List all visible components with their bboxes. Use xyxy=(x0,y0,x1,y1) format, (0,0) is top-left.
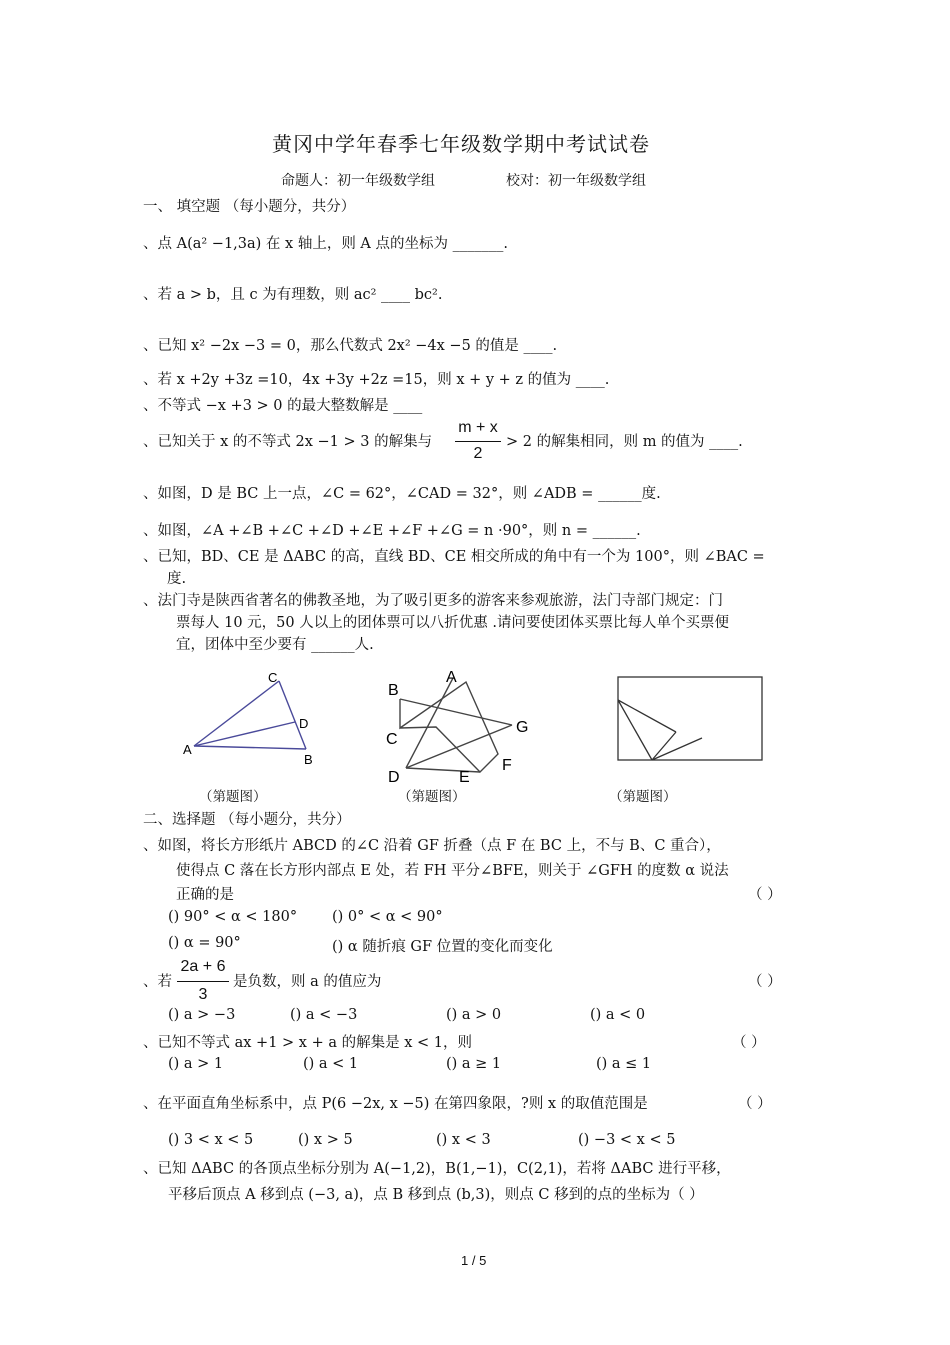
fig2-label-g: G xyxy=(516,719,529,736)
choice-q2-text: 是负数，则 a 的值应为 xyxy=(233,974,382,990)
choice-q1-line3: 正确的是 xyxy=(176,887,234,903)
fraction-bar xyxy=(455,441,501,442)
fill-q5: 、不等式 −x +3 > 0 的最大整数解是 ____ xyxy=(143,398,423,414)
choice-q3-option-a: () a > 1 xyxy=(168,1056,224,1072)
choice-q2-option-b: () a < −3 xyxy=(290,1007,358,1023)
choice-q4-text: 、在平面直角坐标系中，点 P(6 −2x, x −5) 在第四象限，?则 x 的取值范围是 xyxy=(143,1096,648,1112)
fill-q9-line2: 度. xyxy=(167,571,187,587)
section1-heading: 一、 填空题 （每小题分，共分） xyxy=(143,199,356,215)
choice-q4-option-d: () −3 < x < 5 xyxy=(578,1132,676,1148)
choice-q3-option-d: () a ≤ 1 xyxy=(596,1056,652,1072)
fig2-label-f: F xyxy=(502,757,512,774)
choice-q2-frac-den: 3 xyxy=(198,986,208,1003)
figure-folded-rectangle xyxy=(612,672,772,766)
choice-q1-line2: 使得点 C 落在长方形内部点 E 处，若 FH 平分∠BFE，则关于 ∠GFH 的度数 α 说法 xyxy=(176,863,729,879)
fill-q1: 、点 A(a² −1,3a) 在 x 轴上，则 A 点的坐标为 _______. xyxy=(143,236,508,252)
figure3-caption: （第题图） xyxy=(609,789,677,805)
choice-q2-option-c: () a > 0 xyxy=(446,1007,502,1023)
choice-q1-answer-paren: （ ） xyxy=(748,887,782,903)
figure2-caption: （第题图） xyxy=(398,789,466,805)
page-title: 黄冈中学年春季七年级数学期中考试试卷 xyxy=(272,132,650,156)
fig2-label-d: D xyxy=(388,769,400,786)
fill-q4: 、若 x +2y +3z =10，4x +3y +2z =15，则 x + y + z 的值为 ____. xyxy=(143,372,610,388)
choice-q5-line1: 、已知 ΔABC 的各顶点坐标分别为 A(−1,2)，B(1,−1)，C(2,1)，若将 ΔABC 进行平移， xyxy=(143,1161,731,1177)
figure-star-heptagon xyxy=(380,664,540,788)
fig2-label-e: E xyxy=(459,769,470,786)
fill-q6-part2: > 2 的解集相同，则 m 的值为 ____. xyxy=(506,434,743,450)
choice-q4-option-a: () 3 < x < 5 xyxy=(168,1132,254,1148)
fill-q10-line1: 、法门寺是陕西省著名的佛教圣地，为了吸引更多的游客来参观旅游，法门寺部门规定：门 xyxy=(143,593,723,609)
fill-q6-frac-num: m + x xyxy=(458,419,498,436)
figure-triangle-adb xyxy=(178,668,328,778)
choice-q4-option-b: () x > 5 xyxy=(298,1132,353,1148)
fig1-label-a: A xyxy=(183,742,192,757)
choice-q2-option-a: () a > −3 xyxy=(168,1007,236,1023)
fig2-label-b: B xyxy=(388,682,399,699)
choice-q2-answer-paren: （ ） xyxy=(748,974,782,990)
page-number: 1 / 5 xyxy=(461,1253,487,1268)
choice-q5-line2: 平移后顶点 A 移到点 (−3, a)，点 B 移到点 (b,3)，则点 C 移到的点的坐标为（ ） xyxy=(168,1187,704,1203)
choice-q1-option-a: () 90° < α < 180° xyxy=(168,909,298,925)
choice-q3-option-c: () a ≥ 1 xyxy=(446,1056,502,1072)
choice-q2-prefix: 、若 xyxy=(143,974,172,990)
fill-q8: 、如图，∠A +∠B +∠C +∠D +∠E +∠F +∠G = n ·90°，则 n = ______. xyxy=(143,523,641,539)
choice-q3-answer-paren: （ ） xyxy=(732,1035,766,1051)
fig1-label-b: B xyxy=(304,752,313,767)
author-line: 命题人：初一年级数学组 xyxy=(281,173,435,189)
section2-heading: 二、选择题 （每小题分，共分） xyxy=(143,812,351,828)
choice-q4-option-c: () x < 3 xyxy=(436,1132,491,1148)
choice-q2-option-d: () a < 0 xyxy=(590,1007,646,1023)
fig2-label-c: C xyxy=(386,731,398,748)
fill-q6-part1: 、已知关于 x 的不等式 2x −1 > 3 的解集与 xyxy=(143,434,433,450)
fill-q6-frac-den: 2 xyxy=(473,445,483,462)
fill-q3: 、已知 x² −2x −3 = 0，那么代数式 2x² −4x −5 的值是 ____. xyxy=(143,338,558,354)
choice-q1-option-b: () 0° < α < 90° xyxy=(332,909,443,925)
choice-q3-option-b: () a < 1 xyxy=(303,1056,359,1072)
choice-q1-option-d: () α 随折痕 GF 位置的变化而变化 xyxy=(332,939,553,955)
fill-q10-line2: 票每人 10 元，50 人以上的团体票可以八折优惠 .请问要使团体买票比每人单个买票便 xyxy=(176,615,729,631)
fill-q2: 、若 a > b，且 c 为有理数，则 ac² ____ bc². xyxy=(143,287,443,303)
choice-q1-line1: 、如图，将长方形纸片 ABCD 的∠C 沿着 GF 折叠（点 F 在 BC 上，不与 B、C 重合）， xyxy=(143,838,721,854)
fig2-label-a: A xyxy=(446,669,457,686)
checker-line: 校对：初一年级数学组 xyxy=(506,173,646,189)
choice-q3-text: 、已知不等式 ax +1 > x + a 的解集是 x < 1，则 xyxy=(143,1035,472,1051)
fill-q10-line3: 宜，团体中至少要有 ______人. xyxy=(176,637,374,653)
figure1-caption: （第题图） xyxy=(199,789,267,805)
choice-q1-option-c: () α = 90° xyxy=(168,935,241,951)
fig1-label-d: D xyxy=(299,716,309,731)
fill-q9-line1: 、已知，BD、CE 是 ΔABC 的高，直线 BD、CE 相交所成的角中有一个为 100°，则 ∠BAC = xyxy=(143,549,765,565)
fill-q7: 、如图，D 是 BC 上一点，∠C = 62°，∠CAD = 32°，则 ∠ADB = ______度. xyxy=(143,486,661,502)
choice-q4-answer-paren: （ ） xyxy=(738,1096,772,1112)
choice-q2-frac-num: 2a + 6 xyxy=(180,958,226,975)
fraction-bar xyxy=(177,981,229,982)
fig1-label-c: C xyxy=(268,670,278,685)
